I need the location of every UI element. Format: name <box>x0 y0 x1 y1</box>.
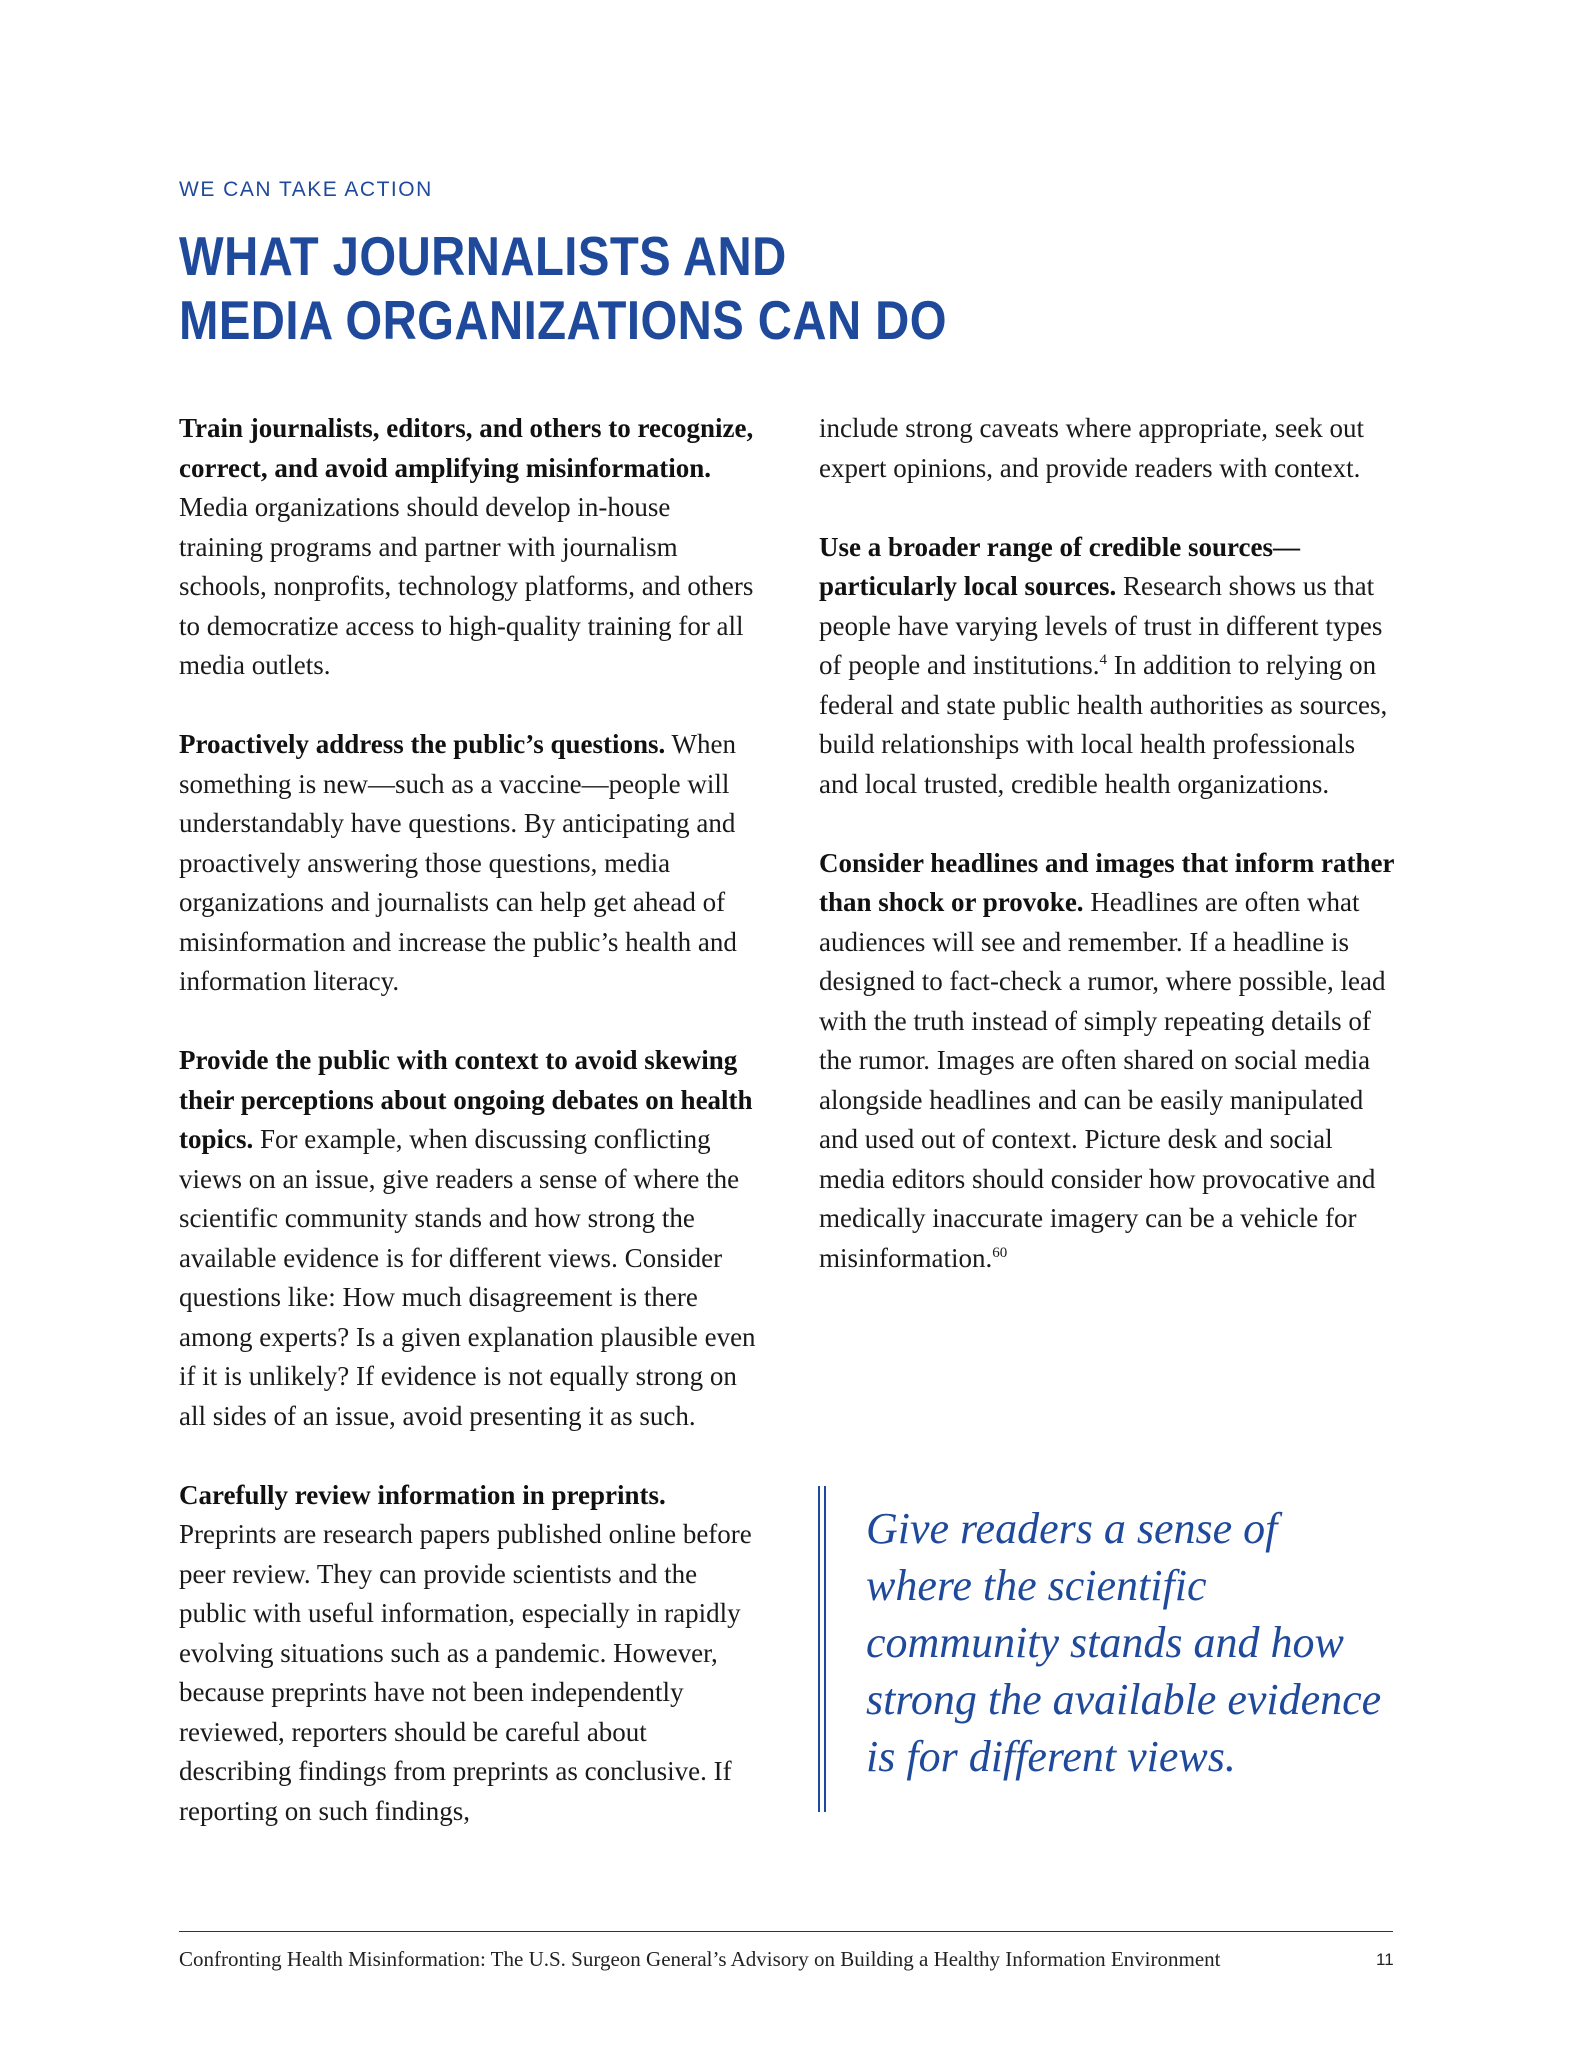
paragraph-body: When something is new—such as a vaccine—people will understandably have questions. By anticipating and proactively answering those questions, media organizations and journalists can help get ahead of misinformation and increase the public’s health and information literacy. <box>179 729 737 996</box>
pull-quote-bar-line <box>824 1486 826 1812</box>
footnote-ref: 60 <box>992 1244 1008 1261</box>
paragraph-body: Preprints are research papers published online before peer review. They can provide scientists and the public with useful information, especially in rapidly evolving situations such as a pandemic. However, because preprints have not been independently reviewed, reporters should be careful about describing findings from preprints as conclusive. If reporting on such findings, <box>179 1519 752 1826</box>
paragraph-heading: Carefully review information in preprints. <box>179 1479 666 1510</box>
footnote-ref: 4 <box>1099 652 1107 668</box>
paragraph-body-continued: In addition to relying on federal and state public health authorities as sources, build relationships with local health professionals and local trusted, credible health organizations. <box>819 650 1388 799</box>
paragraph-heading: Proactively address the public’s questions. <box>179 729 666 759</box>
paragraph-continuation: include strong caveats where appropriate, seek out expert opinions, and provide readers with context. <box>819 413 1365 483</box>
page-title-line-1: WHAT JOURNALISTS AND <box>179 225 787 287</box>
paragraph-train-journalists <box>179 409 757 686</box>
pull-quote-bar-line <box>818 1486 820 1812</box>
page-number: 11 <box>1376 1950 1394 1969</box>
paragraph-heading: Provide the public with context to avoid skewing their perceptions about ongoing debates on health topics. <box>179 1045 753 1154</box>
paragraph-body: For example, when discussing conflicting views on an issue, give readers a sense of where the scientific community stands and how strong the available evidence is for different views. Consider questions like: How much disagreement is there among experts? Is a given explanation plausible even if it is unlikely? If evidence is not equally strong on all sides of an issue, avoid presenting it as such. <box>179 1124 756 1431</box>
paragraph-body: Headlines are often what audiences will see and remember. If a headline is designed to fact-check a rumor, where possible, lead with the truth instead of simply repeating details of the rumor. Images are often shared on social media alongside headlines and can be easily manipulated and used out of context. Picture desk and social media editors should consider how provocative and medically inaccurate imagery can be a vehicle for misinformation. <box>819 887 1386 1273</box>
paragraph-heading: Use a broader range of credible sources—particularly local sources. <box>819 531 1300 601</box>
right-column <box>819 409 1397 1318</box>
paragraph-body: Media organizations should develop in-house training programs and partner with journalism schools, nonprofits, technology platforms, and others to democratize access to high-quality training for all media outlets. <box>179 492 754 680</box>
left-column <box>179 409 757 1871</box>
paragraph-provide-context <box>179 1041 757 1436</box>
paragraph-headlines-images <box>819 844 1397 1279</box>
footer-divider <box>179 1931 1393 1932</box>
paragraph-review-preprints <box>179 1476 757 1832</box>
page-title <box>179 224 953 352</box>
page-title-line-2: MEDIA ORGANIZATIONS CAN DO <box>179 289 947 351</box>
paragraph-heading: Consider headlines and images that inform rather than shock or provoke. <box>819 847 1395 917</box>
pull-quote: Give readers a sense of where the scientific community stands and how strong the available evidence is for different views. <box>866 1504 1382 1781</box>
paragraph-body: Research shows us that people have varying levels of trust in different types of people and institutions. <box>819 571 1383 680</box>
section-eyebrow: WE CAN TAKE ACTION <box>179 178 433 201</box>
footer-title: Confronting Health Misinformation: The U.S. Surgeon General’s Advisory on Building a Healthy Information Environment <box>179 1947 1221 1971</box>
paragraph-credible-sources <box>819 528 1397 805</box>
paragraph-heading: Train journalists, editors, and others to recognize, correct, and avoid amplifying misinformation. <box>179 413 754 483</box>
paragraph-address-questions <box>179 725 757 1002</box>
pull-quote-bar <box>818 1486 827 1812</box>
